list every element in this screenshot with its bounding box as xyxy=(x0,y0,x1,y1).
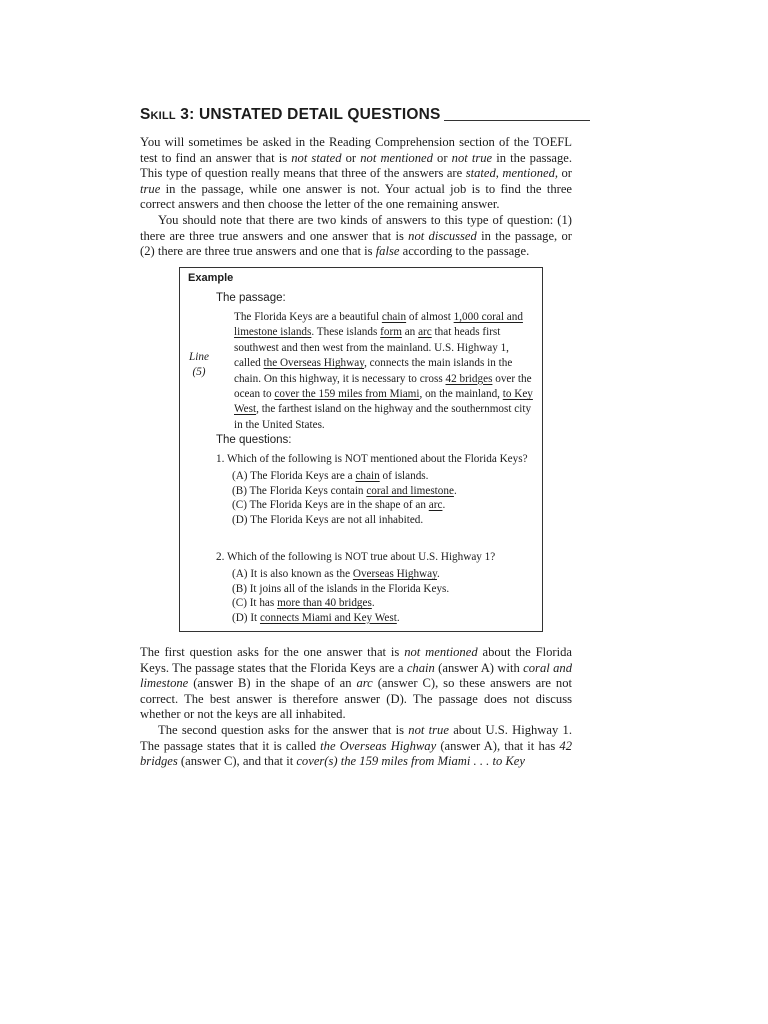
question-1-option-a: (A) The Florida Keys are a chain of islands. xyxy=(232,470,429,483)
intro-paragraph-1: You will sometimes be asked in the Reading Comprehension section of the TOEFL test to find an answer that is not stated or not mentioned or not true in the passage. This type of question really means that three of the answers are stated, mentioned, or true in the passage, while one answer is not. Your actual job is to find the three correct answers and then choose the letter of the one remaining answer. xyxy=(140,135,573,212)
question-2-stem: 2. Which of the following is NOT true about U.S. Highway 1? xyxy=(216,551,496,563)
intro-text xyxy=(140,135,572,260)
question-2-option-a: (A) It is also known as the Overseas Highway. xyxy=(232,568,440,581)
line-number: (5) xyxy=(192,366,206,378)
heading-title: UNSTATED DETAIL QUESTIONS xyxy=(198,106,441,123)
question-1-option-d: (D) The Florida Keys are not all inhabited. xyxy=(232,513,424,526)
heading-skill-prefix: Skill 3: xyxy=(140,106,195,123)
questions-label: The questions: xyxy=(216,434,292,446)
example-box xyxy=(179,267,543,632)
line-label: Line xyxy=(189,351,209,363)
question-1-option-b: (B) The Florida Keys contain coral and limestone. xyxy=(232,484,457,497)
explanation-paragraph-2: The second question asks for the answer that is not true about U.S. Highway 1. The passage states that it is called the Overseas Highway (answer A), that it has 42 bridges (answer C), and that it cover(s) the 159 miles from Miami . . . to Key xyxy=(140,722,572,769)
section-heading xyxy=(140,106,590,124)
intro-paragraph-2: You should note that there are two kinds of answers to this type of question: (1) there are three true answers and one answer that is not discussed in the passage, or (2) there are three true answers and one that is false according to the passage. xyxy=(140,212,572,259)
passage-label: The passage: xyxy=(216,292,286,304)
question-2-option-d: (D) It connects Miami and Key West. xyxy=(232,611,400,624)
question-2-option-c: (C) It has more than 40 bridges. xyxy=(232,597,375,610)
example-label: Example xyxy=(188,272,234,284)
question-1 xyxy=(216,452,536,527)
explanation-text xyxy=(140,645,572,770)
heading-rule xyxy=(444,120,590,121)
example-passage: The Florida Keys are a beautiful chain of almost 1,000 coral and limestone islands. These islands form an arc that heads first southwest and then west from the mainland. U.S. Highway 1, called the Overseas Highway, connects the main islands in the chain. On this highway, it is necessary to cross 42 bridges over the ocean to cover the 159 miles from Miami, on the mainland, to Key West, the farthest island on the highway and the southernmost city in the United States. xyxy=(234,311,533,431)
question-1-option-c: (C) The Florida Keys are in the shape of an arc. xyxy=(232,499,446,512)
question-2-option-b: (B) It joins all of the islands in the Florida Keys. xyxy=(232,582,450,595)
question-1-stem: 1. Which of the following is NOT mentioned about the Florida Keys? xyxy=(216,453,528,465)
explanation-paragraph-1: The first question asks for the one answer that is not mentioned about the Florida Keys. The passage states that the Florida Keys are a chain (answer A) with coral and limestone (answer B) in the shape of an arc (answer C), so these answers are not correct. The best answer is therefore answer (D). The passage does not discuss whether or not the keys are all inhabited. xyxy=(140,645,573,722)
question-2 xyxy=(216,550,536,625)
